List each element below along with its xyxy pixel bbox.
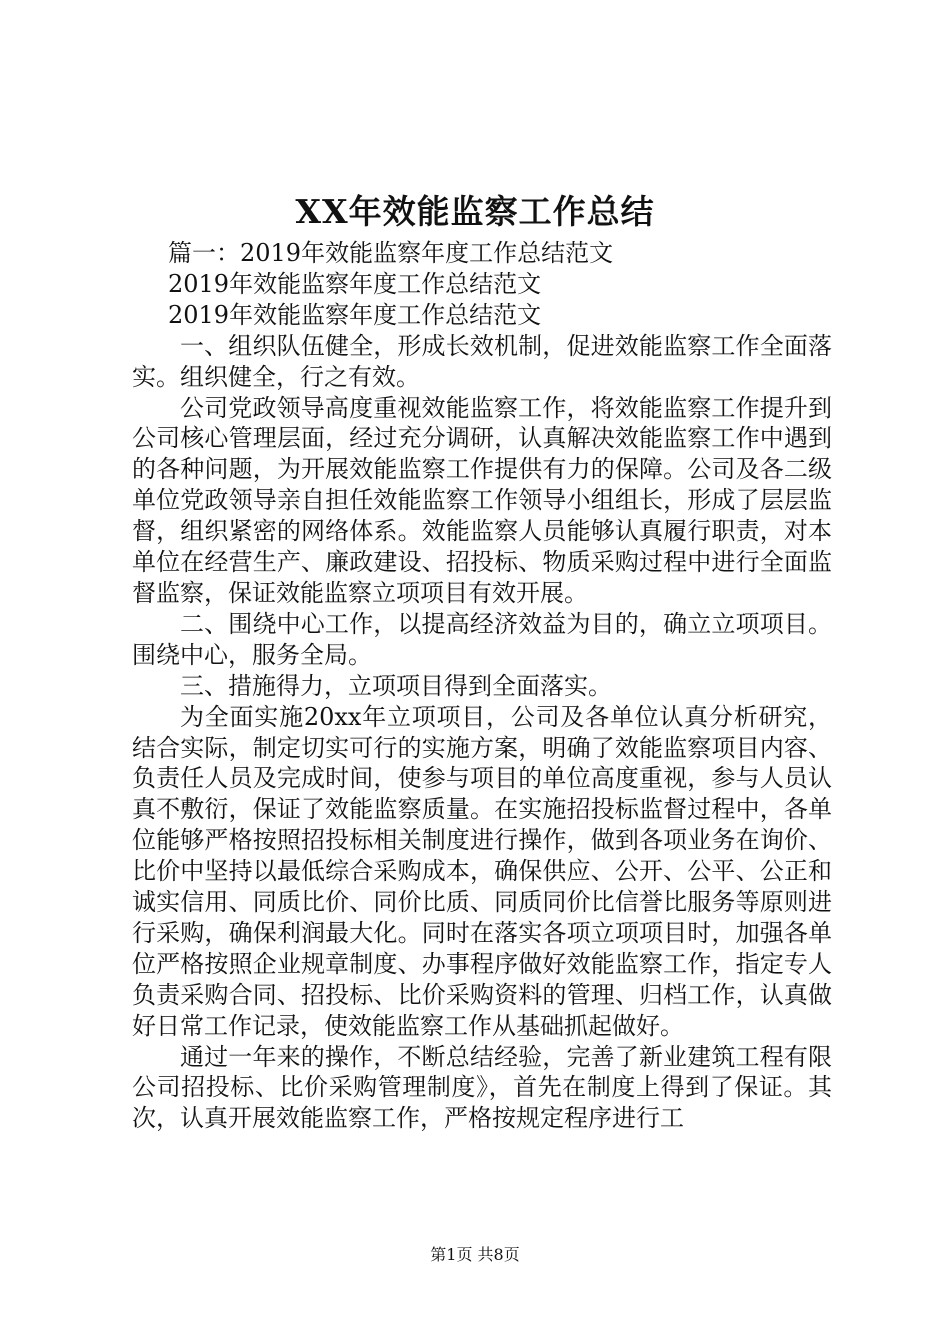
document-body bbox=[132, 238, 832, 1134]
paragraph: 2019年效能监察年度工作总结范文 bbox=[168, 269, 542, 298]
paragraph: 2019年效能监察年度工作总结范文 bbox=[168, 300, 542, 329]
paragraph: 通过一年来的操作，不断总结经验，完善了新业建筑工程有限公司招投标、比价采购管理制度》，首先在制度上得到了保证。其次，认真开展效能监察工作，严格按规定程序进行工 bbox=[132, 1042, 832, 1133]
paragraph: 公司党政领导高度重视效能监察工作，将效能监察工作提升到公司核心管理层面，经过充分调研，认真解决效能监察工作中遇到的各种问题，为开展效能监察工作提供有力的保障。公司及各二级单位党政领导亲自担任效能监察工作领导小组组长，形成了层层监督，组织紧密的网络体系。效能监察人员能够认真履行职责，对本单位在经营生产、廉政建设、招投标、物质采购过程中进行全面监督监察，保证效能监察立项项目有效开展。 bbox=[132, 393, 832, 607]
paragraph: 为全面实施20xx年立项项目，公司及各单位认真分析研究，结合实际，制定切实可行的实施方案，明确了效能监察项目内容、负责任人员及完成时间，使参与项目的单位高度重视，参与人员认真不敷衍，保证了效能监察质量。在实施招投标监督过程中，各单位能够严格按照招投标相关制度进行操作，做到各项业务在询价、比价中坚持以最低综合采购成本，确保供应、公开、公平、公正和诚实信用、同质比价、同价比质、同质同价比信誉比服务等原则进行采购，确保利润最大化。同时在落实各项立项项目时，加强各单位严格按照企业规章制度、办事程序做好效能监察工作，指定专人负责采购合同、招投标、比价采购资料的管理、归档工作，认真做好日常工作记录，使效能监察工作从基础抓起做好。 bbox=[132, 702, 832, 1040]
paragraph: 二、围绕中心工作，以提高经济效益为目的，确立立项项目。围绕中心，服务全局。 bbox=[132, 609, 832, 669]
paragraph: 篇一：2019年效能监察年度工作总结范文 bbox=[168, 239, 614, 267]
paragraph: 一、组织队伍健全，形成长效机制，促进效能监察工作全面落实。组织健全，行之有效。 bbox=[132, 331, 832, 391]
paragraph: 三、措施得力，立项项目得到全面落实。 bbox=[180, 671, 612, 700]
page-footer: 第1页 共8页 bbox=[430, 1245, 520, 1264]
document-title: XX年效能监察工作总结 bbox=[295, 192, 655, 231]
